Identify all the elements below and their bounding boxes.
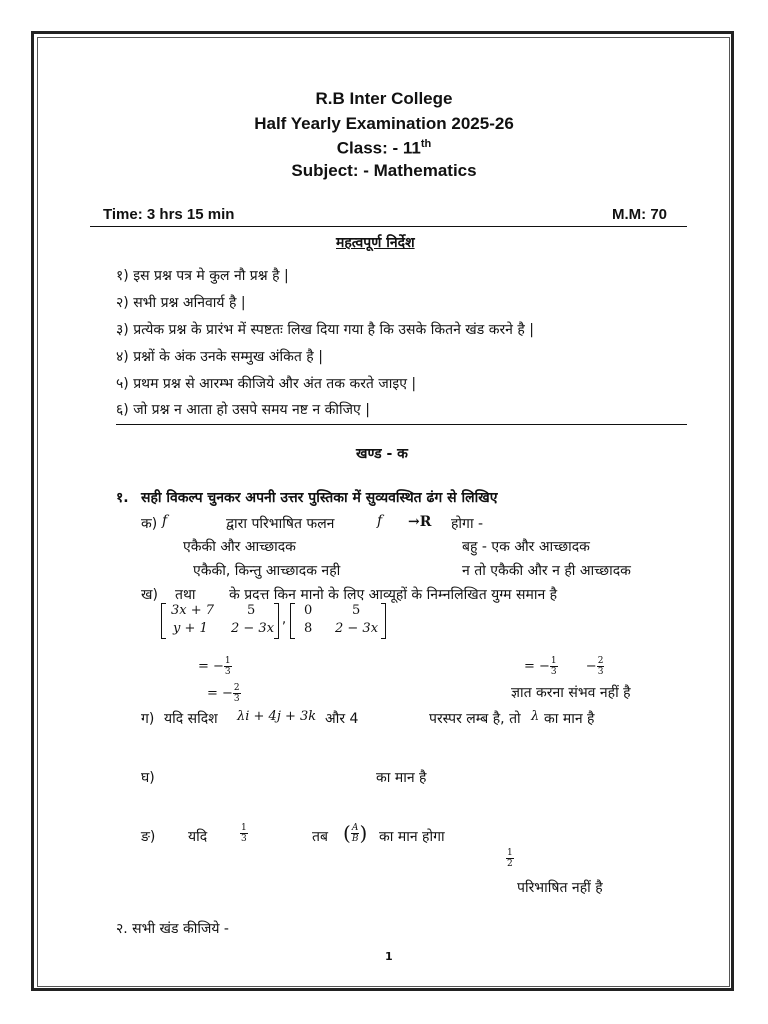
q1a-option: एकैकी और आच्छादक (183, 539, 296, 555)
subject-line: Subject: - Mathematics (291, 161, 477, 180)
matrix-cell: 2 − 3x (231, 621, 275, 636)
q1c-rest: परस्पर लम्ब है, तो (429, 711, 521, 727)
q1-text: सही विकल्प चुनकर अपनी उत्तर पुस्तिका में सुव्यवस्थित ढंग से लिखिए (141, 490, 498, 506)
q1b-option: = − $\frac{2}{3}$ (207, 683, 240, 704)
q1b-option: = − $\frac{1}{3}$ (198, 656, 231, 677)
q1a-option: न तो एकैकी और न ही आच्छादक (462, 563, 631, 579)
matrix-cell: 8 (304, 621, 313, 636)
q1c-lambda: λ (531, 709, 540, 724)
q1b-text2: के प्रदत्त किन मानो के लिए आव्यूहों के निम्नलिखित युग्म समान है (229, 587, 558, 603)
q1e-option: परिभाषित नहीं है (517, 880, 603, 896)
q1e-prefix: यदि (188, 829, 208, 845)
instructions-title: महत्वपूर्ण निर्देश (336, 235, 415, 251)
bracket-left (290, 603, 295, 639)
q1b-text1: तथा (175, 587, 196, 603)
matrix-cell: 3x + 7 (171, 603, 215, 618)
matrix-cell: 5 (352, 603, 361, 618)
section-title: खण्ड - क (356, 446, 408, 462)
matrix-cell: 0 (304, 603, 313, 618)
q1b-option: = − $\frac{1}{3}$ − $\frac{2}{3}$ (524, 656, 604, 677)
q1c-and: और 4 (325, 711, 359, 727)
instruction-item: ५) प्रथम प्रश्न से आरम्भ कीजिये और अंत तक करते जाइए | (116, 376, 417, 392)
q1a-f1: f (162, 513, 168, 529)
q1e-end: का मान होगा (379, 829, 445, 845)
q1e-label: ङ) (141, 829, 156, 845)
page-number: 1 (385, 950, 393, 963)
matrix-left (161, 603, 279, 639)
q1b-label: ख) (141, 587, 158, 603)
q1a-option: बहु - एक और आच्छादक (462, 539, 590, 555)
q1d-text: का मान है (376, 770, 427, 786)
matrix-right (290, 603, 386, 639)
q1a-f2: f (377, 513, 383, 529)
q1a-arrow: →R (408, 514, 432, 530)
q1a-label: क) (141, 516, 158, 532)
max-marks-label: M.M: 70 (612, 206, 668, 223)
instruction-item: २) सभी प्रश्न अनिवार्य है | (116, 295, 246, 311)
q1e-fraction: $\frac{1}{3}$ (241, 823, 247, 844)
class-line: Class: - 11th (336, 138, 432, 158)
q1a-mid: द्वारा परिभाषित फलन (226, 516, 335, 532)
q1a-option: एकैकी, किन्तु आच्छादक नही (193, 563, 341, 579)
instruction-item: ३) प्रत्येक प्रश्न के प्रारंभ में स्पष्टतः लिख दिया गया है कि उसके कितने खंड करने है | (116, 322, 534, 338)
matrix-comma: , (282, 612, 287, 627)
instruction-item: १) इस प्रश्न पत्र मे कुल नौ प्रश्न है | (116, 268, 289, 284)
matrix-cell: y + 1 (173, 621, 208, 636)
bracket-right (274, 603, 279, 639)
college-name: R.B Inter College (315, 89, 453, 108)
bracket-left (161, 603, 166, 639)
matrix-cell: 5 (247, 603, 256, 618)
q1c-prefix: यदि सदिश (164, 711, 218, 727)
instruction-item: ६) जो प्रश्न न आता हो उसपे समय नष्ट न कीजिए | (116, 402, 370, 418)
matrix-cell: 2 − 3x (335, 621, 379, 636)
q1c-vector: λi + 4j + 3k (237, 709, 317, 724)
q1e-option: $\frac{1}{2}$ (507, 848, 513, 869)
instructions-rule (116, 424, 687, 425)
q2-text: २. सभी खंड कीजिये - (116, 921, 229, 937)
instruction-item: ४) प्रश्नों के अंक उनके सम्मुख अंकित है | (116, 349, 323, 365)
q1e-ratio: ( $\frac{A}{B}$ ) (343, 821, 368, 845)
bracket-right (381, 603, 386, 639)
q1b-option: ज्ञात करना संभव नहीं है (511, 685, 631, 701)
q1d-label: घ) (141, 770, 155, 786)
q1-number: १. (116, 490, 129, 506)
q1c-label: ग) (141, 711, 155, 727)
q1c-end: का मान है (544, 711, 595, 727)
q1a-end: होगा - (451, 516, 484, 532)
exam-title: Half Yearly Examination 2025-26 (254, 114, 514, 133)
time-label: Time: 3 hrs 15 min (103, 206, 235, 223)
q1e-then: तब (312, 829, 328, 845)
header-rule (90, 226, 687, 227)
